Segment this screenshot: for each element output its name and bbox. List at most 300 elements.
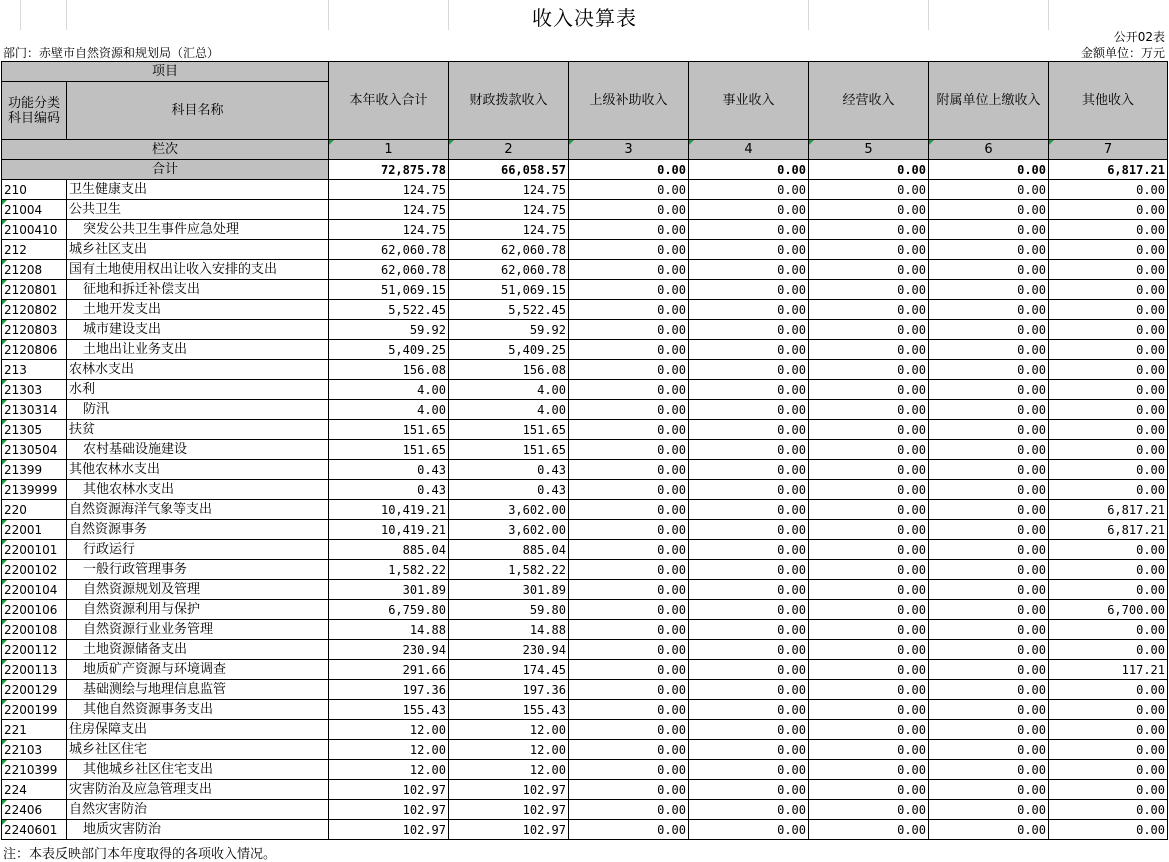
amount-cell[interactable]: 0.00 — [1049, 260, 1168, 280]
subject-code-cell[interactable]: 2130314 — [2, 400, 67, 420]
amount-cell[interactable]: 6,700.00 — [1049, 600, 1168, 620]
amount-cell[interactable]: 62,060.78 — [449, 260, 569, 280]
subject-code-cell[interactable]: 221 — [2, 720, 67, 740]
subject-code-cell[interactable]: 21399 — [2, 460, 67, 480]
column-number[interactable]: 7 — [1049, 140, 1168, 160]
amount-cell[interactable]: 0.00 — [1049, 440, 1168, 460]
amount-cell[interactable]: 0.00 — [689, 220, 809, 240]
amount-cell[interactable]: 0.00 — [569, 220, 689, 240]
subject-name-cell[interactable]: 国有土地使用权出让收入安排的支出 — [67, 260, 329, 280]
amount-cell[interactable]: 0.00 — [809, 540, 929, 560]
amount-cell[interactable]: 0.00 — [929, 460, 1049, 480]
amount-cell[interactable]: 0.00 — [689, 520, 809, 540]
amount-cell[interactable]: 0.00 — [1049, 200, 1168, 220]
amount-cell[interactable]: 0.00 — [569, 200, 689, 220]
amount-cell[interactable]: 0.00 — [569, 600, 689, 620]
header-col-3[interactable]: 上级补助收入 — [569, 62, 689, 140]
amount-cell[interactable]: 0.00 — [689, 200, 809, 220]
amount-cell[interactable]: 0.00 — [689, 540, 809, 560]
amount-cell[interactable]: 14.88 — [329, 620, 449, 640]
header-col-4[interactable]: 事业收入 — [689, 62, 809, 140]
amount-cell[interactable]: 0.00 — [809, 520, 929, 540]
subject-name-cell[interactable]: 一般行政管理事务 — [67, 560, 329, 580]
amount-cell[interactable]: 0.00 — [689, 260, 809, 280]
amount-cell[interactable]: 0.00 — [809, 360, 929, 380]
subject-code-cell[interactable]: 2200112 — [2, 640, 67, 660]
amount-cell[interactable]: 4.00 — [449, 400, 569, 420]
report-title[interactable]: 收入决算表 — [532, 6, 637, 30]
subject-name-cell[interactable]: 其他城乡社区住宅支出 — [67, 760, 329, 780]
amount-cell[interactable]: 0.00 — [929, 440, 1049, 460]
amount-cell[interactable]: 102.97 — [449, 820, 569, 840]
amount-cell[interactable]: 0.43 — [329, 460, 449, 480]
subject-name-cell[interactable]: 其他农林水支出 — [67, 460, 329, 480]
amount-cell[interactable]: 0.00 — [689, 700, 809, 720]
amount-cell[interactable]: 1,582.22 — [329, 560, 449, 580]
amount-cell[interactable]: 0.00 — [689, 420, 809, 440]
amount-cell[interactable]: 0.00 — [809, 200, 929, 220]
amount-cell[interactable]: 0.00 — [809, 620, 929, 640]
subject-name-cell[interactable]: 地质矿产资源与环境调查 — [67, 660, 329, 680]
subject-name-cell[interactable]: 土地开发支出 — [67, 300, 329, 320]
amount-cell[interactable]: 0.00 — [569, 320, 689, 340]
subject-code-cell[interactable]: 22103 — [2, 740, 67, 760]
amount-cell[interactable]: 0.00 — [809, 340, 929, 360]
amount-cell[interactable]: 0.00 — [569, 760, 689, 780]
amount-cell[interactable]: 151.65 — [449, 440, 569, 460]
amount-cell[interactable]: 5,409.25 — [329, 340, 449, 360]
amount-cell[interactable]: 0.00 — [569, 580, 689, 600]
amount-cell[interactable]: 10,419.21 — [329, 520, 449, 540]
subject-name-cell[interactable]: 行政运行 — [67, 540, 329, 560]
amount-cell[interactable]: 0.00 — [809, 440, 929, 460]
amount-cell[interactable]: 0.00 — [1049, 820, 1168, 840]
amount-cell[interactable]: 0.00 — [569, 620, 689, 640]
amount-cell[interactable]: 0.00 — [689, 680, 809, 700]
amount-cell[interactable]: 0.00 — [809, 320, 929, 340]
amount-cell[interactable]: 0.00 — [809, 420, 929, 440]
amount-cell[interactable]: 0.00 — [569, 560, 689, 580]
subject-code-cell[interactable]: 2200104 — [2, 580, 67, 600]
amount-cell[interactable]: 0.00 — [929, 820, 1049, 840]
amount-cell[interactable]: 0.00 — [809, 460, 929, 480]
subject-code-cell[interactable]: 210 — [2, 180, 67, 200]
amount-cell[interactable]: 6,759.80 — [329, 600, 449, 620]
amount-cell[interactable]: 1,582.22 — [449, 560, 569, 580]
amount-cell[interactable]: 0.00 — [929, 240, 1049, 260]
amount-cell[interactable]: 0.00 — [809, 300, 929, 320]
amount-cell[interactable]: 5,522.45 — [449, 300, 569, 320]
amount-cell[interactable]: 102.97 — [329, 780, 449, 800]
amount-cell[interactable]: 0.00 — [569, 420, 689, 440]
amount-cell[interactable]: 12.00 — [449, 760, 569, 780]
amount-cell[interactable]: 0.00 — [1049, 360, 1168, 380]
subject-code-cell[interactable]: 2200199 — [2, 700, 67, 720]
amount-cell[interactable]: 0.00 — [1049, 320, 1168, 340]
amount-cell[interactable]: 0.00 — [929, 540, 1049, 560]
subject-code-cell[interactable]: 2210399 — [2, 760, 67, 780]
amount-cell[interactable]: 0.00 — [689, 580, 809, 600]
amount-cell[interactable]: 0.00 — [1049, 680, 1168, 700]
amount-cell[interactable]: 102.97 — [329, 800, 449, 820]
amount-cell[interactable]: 0.00 — [929, 180, 1049, 200]
amount-cell[interactable]: 0.00 — [569, 720, 689, 740]
amount-cell[interactable]: 0.00 — [809, 680, 929, 700]
amount-cell[interactable]: 0.00 — [569, 800, 689, 820]
amount-cell[interactable]: 0.00 — [809, 280, 929, 300]
amount-cell[interactable]: 155.43 — [449, 700, 569, 720]
amount-cell[interactable]: 0.00 — [569, 300, 689, 320]
amount-cell[interactable]: 197.36 — [449, 680, 569, 700]
subject-code-cell[interactable]: 21305 — [2, 420, 67, 440]
subject-name-cell[interactable]: 自然灾害防治 — [67, 800, 329, 820]
amount-cell[interactable]: 0.00 — [1049, 780, 1168, 800]
amount-cell[interactable]: 0.00 — [689, 620, 809, 640]
subject-code-cell[interactable]: 212 — [2, 240, 67, 260]
subject-code-cell[interactable]: 2120803 — [2, 320, 67, 340]
total-value[interactable]: 6,817.21 — [1049, 160, 1168, 180]
subject-name-cell[interactable]: 地质灾害防治 — [67, 820, 329, 840]
amount-cell[interactable]: 3,602.00 — [449, 520, 569, 540]
amount-cell[interactable]: 0.00 — [1049, 280, 1168, 300]
amount-cell[interactable]: 0.00 — [569, 640, 689, 660]
header-col-2[interactable]: 财政拨款收入 — [449, 62, 569, 140]
amount-cell[interactable]: 156.08 — [329, 360, 449, 380]
amount-cell[interactable]: 12.00 — [329, 760, 449, 780]
amount-cell[interactable]: 0.00 — [929, 280, 1049, 300]
amount-cell[interactable]: 0.00 — [809, 640, 929, 660]
subject-name-cell[interactable]: 自然资源规划及管理 — [67, 580, 329, 600]
amount-cell[interactable]: 0.00 — [809, 800, 929, 820]
amount-cell[interactable]: 0.00 — [1049, 740, 1168, 760]
amount-cell[interactable]: 0.00 — [809, 380, 929, 400]
subject-name-cell[interactable]: 征地和拆迁补偿支出 — [67, 280, 329, 300]
subject-code-cell[interactable]: 21208 — [2, 260, 67, 280]
amount-cell[interactable]: 0.00 — [1049, 460, 1168, 480]
subject-name-cell[interactable]: 其他农林水支出 — [67, 480, 329, 500]
amount-cell[interactable]: 156.08 — [449, 360, 569, 380]
amount-cell[interactable]: 151.65 — [449, 420, 569, 440]
subject-code-cell[interactable]: 224 — [2, 780, 67, 800]
total-value[interactable]: 0.00 — [809, 160, 929, 180]
amount-cell[interactable]: 0.00 — [569, 400, 689, 420]
header-col-5[interactable]: 经营收入 — [809, 62, 929, 140]
header-col-6[interactable]: 附属单位上缴收入 — [929, 62, 1049, 140]
total-value[interactable]: 66,058.57 — [449, 160, 569, 180]
amount-cell[interactable]: 0.00 — [569, 500, 689, 520]
amount-cell[interactable]: 151.65 — [329, 440, 449, 460]
amount-cell[interactable]: 0.00 — [689, 280, 809, 300]
amount-cell[interactable]: 0.00 — [929, 320, 1049, 340]
amount-cell[interactable]: 0.00 — [809, 240, 929, 260]
amount-cell[interactable]: 0.00 — [809, 760, 929, 780]
amount-cell[interactable]: 51,069.15 — [329, 280, 449, 300]
amount-cell[interactable]: 0.00 — [569, 540, 689, 560]
amount-cell[interactable]: 6,817.21 — [1049, 500, 1168, 520]
amount-cell[interactable]: 0.00 — [1049, 420, 1168, 440]
amount-cell[interactable]: 0.00 — [1049, 340, 1168, 360]
amount-cell[interactable]: 0.00 — [1049, 640, 1168, 660]
amount-cell[interactable]: 0.00 — [569, 380, 689, 400]
subject-code-cell[interactable]: 2139999 — [2, 480, 67, 500]
column-number[interactable]: 2 — [449, 140, 569, 160]
amount-cell[interactable]: 6,817.21 — [1049, 520, 1168, 540]
subject-code-cell[interactable]: 2120806 — [2, 340, 67, 360]
amount-cell[interactable]: 0.00 — [569, 460, 689, 480]
amount-cell[interactable]: 0.00 — [689, 600, 809, 620]
subject-code-cell[interactable]: 2120801 — [2, 280, 67, 300]
amount-cell[interactable]: 0.00 — [809, 500, 929, 520]
amount-cell[interactable]: 117.21 — [1049, 660, 1168, 680]
amount-cell[interactable]: 0.00 — [929, 380, 1049, 400]
total-label[interactable]: 合计 — [2, 160, 329, 180]
amount-cell[interactable]: 59.92 — [329, 320, 449, 340]
amount-cell[interactable]: 0.00 — [929, 760, 1049, 780]
amount-cell[interactable]: 59.92 — [449, 320, 569, 340]
amount-cell[interactable]: 0.00 — [689, 820, 809, 840]
amount-cell[interactable]: 230.94 — [329, 640, 449, 660]
amount-cell[interactable]: 0.00 — [569, 360, 689, 380]
subject-code-cell[interactable]: 2130504 — [2, 440, 67, 460]
amount-cell[interactable]: 0.00 — [569, 280, 689, 300]
amount-cell[interactable]: 0.00 — [929, 220, 1049, 240]
unit-label[interactable]: 金额单位：万元 — [1080, 46, 1165, 60]
amount-cell[interactable]: 12.00 — [449, 720, 569, 740]
amount-cell[interactable]: 0.00 — [809, 820, 929, 840]
amount-cell[interactable]: 0.00 — [809, 660, 929, 680]
amount-cell[interactable]: 0.00 — [929, 340, 1049, 360]
amount-cell[interactable]: 155.43 — [329, 700, 449, 720]
amount-cell[interactable]: 0.00 — [689, 240, 809, 260]
subject-code-cell[interactable]: 2200101 — [2, 540, 67, 560]
header-code[interactable]: 功能分类科目编码 — [2, 82, 67, 140]
subject-code-cell[interactable]: 2200106 — [2, 600, 67, 620]
amount-cell[interactable]: 14.88 — [449, 620, 569, 640]
amount-cell[interactable]: 12.00 — [329, 740, 449, 760]
amount-cell[interactable]: 0.00 — [929, 780, 1049, 800]
amount-cell[interactable]: 0.00 — [809, 700, 929, 720]
amount-cell[interactable]: 0.00 — [569, 340, 689, 360]
subject-name-cell[interactable]: 土地出让业务支出 — [67, 340, 329, 360]
amount-cell[interactable]: 0.00 — [689, 300, 809, 320]
total-value[interactable]: 0.00 — [569, 160, 689, 180]
header-name[interactable]: 科目名称 — [67, 82, 329, 140]
subject-code-cell[interactable]: 2200129 — [2, 680, 67, 700]
subject-name-cell[interactable]: 突发公共卫生事件应急处理 — [67, 220, 329, 240]
amount-cell[interactable]: 0.00 — [929, 720, 1049, 740]
subject-name-cell[interactable]: 扶贫 — [67, 420, 329, 440]
amount-cell[interactable]: 0.00 — [569, 520, 689, 540]
amount-cell[interactable]: 0.00 — [569, 740, 689, 760]
amount-cell[interactable]: 0.00 — [689, 720, 809, 740]
amount-cell[interactable]: 0.00 — [1049, 620, 1168, 640]
amount-cell[interactable]: 0.00 — [1049, 540, 1168, 560]
amount-cell[interactable]: 0.00 — [929, 640, 1049, 660]
amount-cell[interactable]: 0.00 — [809, 260, 929, 280]
amount-cell[interactable]: 0.00 — [809, 780, 929, 800]
amount-cell[interactable]: 0.00 — [929, 420, 1049, 440]
amount-cell[interactable]: 0.00 — [689, 180, 809, 200]
amount-cell[interactable]: 124.75 — [329, 200, 449, 220]
amount-cell[interactable]: 3,602.00 — [449, 500, 569, 520]
amount-cell[interactable]: 124.75 — [449, 200, 569, 220]
amount-cell[interactable]: 0.00 — [569, 480, 689, 500]
amount-cell[interactable]: 0.00 — [689, 760, 809, 780]
amount-cell[interactable]: 0.00 — [689, 440, 809, 460]
amount-cell[interactable]: 230.94 — [449, 640, 569, 660]
header-col-7[interactable]: 其他收入 — [1049, 62, 1168, 140]
amount-cell[interactable]: 151.65 — [329, 420, 449, 440]
amount-cell[interactable]: 0.00 — [689, 500, 809, 520]
amount-cell[interactable]: 0.00 — [809, 480, 929, 500]
subject-code-cell[interactable]: 2200102 — [2, 560, 67, 580]
amount-cell[interactable]: 124.75 — [329, 220, 449, 240]
amount-cell[interactable]: 0.00 — [569, 240, 689, 260]
amount-cell[interactable]: 0.00 — [929, 480, 1049, 500]
amount-cell[interactable]: 0.00 — [929, 620, 1049, 640]
amount-cell[interactable]: 0.00 — [929, 360, 1049, 380]
subject-name-cell[interactable]: 农林水支出 — [67, 360, 329, 380]
amount-cell[interactable]: 0.00 — [929, 680, 1049, 700]
amount-cell[interactable]: 0.00 — [689, 400, 809, 420]
amount-cell[interactable]: 0.00 — [929, 740, 1049, 760]
subject-name-cell[interactable]: 防汛 — [67, 400, 329, 420]
amount-cell[interactable]: 0.43 — [329, 480, 449, 500]
subject-code-cell[interactable]: 2100410 — [2, 220, 67, 240]
amount-cell[interactable]: 0.00 — [689, 800, 809, 820]
amount-cell[interactable]: 0.00 — [569, 780, 689, 800]
amount-cell[interactable]: 0.00 — [809, 580, 929, 600]
department-label[interactable]: 部门：赤壁市自然资源和规划局（汇总） — [3, 46, 220, 60]
amount-cell[interactable]: 0.00 — [569, 700, 689, 720]
amount-cell[interactable]: 124.75 — [449, 180, 569, 200]
amount-cell[interactable]: 102.97 — [449, 800, 569, 820]
amount-cell[interactable]: 0.00 — [809, 600, 929, 620]
amount-cell[interactable]: 0.00 — [689, 660, 809, 680]
amount-cell[interactable]: 124.75 — [329, 180, 449, 200]
column-number[interactable]: 5 — [809, 140, 929, 160]
amount-cell[interactable]: 4.00 — [329, 380, 449, 400]
amount-cell[interactable]: 0.00 — [929, 660, 1049, 680]
amount-cell[interactable]: 62,060.78 — [329, 260, 449, 280]
amount-cell[interactable]: 885.04 — [329, 540, 449, 560]
amount-cell[interactable]: 0.00 — [569, 260, 689, 280]
amount-cell[interactable]: 0.00 — [1049, 180, 1168, 200]
subject-code-cell[interactable]: 22406 — [2, 800, 67, 820]
amount-cell[interactable]: 0.00 — [929, 560, 1049, 580]
amount-cell[interactable]: 10,419.21 — [329, 500, 449, 520]
amount-cell[interactable]: 0.00 — [929, 400, 1049, 420]
subject-name-cell[interactable]: 水利 — [67, 380, 329, 400]
amount-cell[interactable]: 0.00 — [1049, 700, 1168, 720]
amount-cell[interactable]: 124.75 — [449, 220, 569, 240]
amount-cell[interactable]: 4.00 — [329, 400, 449, 420]
amount-cell[interactable]: 174.45 — [449, 660, 569, 680]
amount-cell[interactable]: 0.00 — [929, 700, 1049, 720]
header-item[interactable]: 项目 — [2, 62, 329, 82]
amount-cell[interactable]: 0.00 — [1049, 720, 1168, 740]
amount-cell[interactable]: 0.00 — [1049, 300, 1168, 320]
subject-code-cell[interactable]: 21303 — [2, 380, 67, 400]
column-number[interactable]: 6 — [929, 140, 1049, 160]
amount-cell[interactable]: 0.00 — [689, 480, 809, 500]
amount-cell[interactable]: 0.00 — [1049, 480, 1168, 500]
subject-code-cell[interactable]: 220 — [2, 500, 67, 520]
amount-cell[interactable]: 0.00 — [569, 180, 689, 200]
amount-cell[interactable]: 0.00 — [929, 260, 1049, 280]
amount-cell[interactable]: 0.00 — [1049, 560, 1168, 580]
amount-cell[interactable]: 0.00 — [929, 580, 1049, 600]
amount-cell[interactable]: 0.00 — [1049, 580, 1168, 600]
amount-cell[interactable]: 0.00 — [689, 320, 809, 340]
amount-cell[interactable]: 51,069.15 — [449, 280, 569, 300]
amount-cell[interactable]: 4.00 — [449, 380, 569, 400]
header-row-label[interactable]: 栏次 — [2, 140, 329, 160]
amount-cell[interactable]: 0.00 — [569, 440, 689, 460]
amount-cell[interactable]: 0.00 — [809, 180, 929, 200]
amount-cell[interactable]: 0.00 — [569, 820, 689, 840]
subject-name-cell[interactable]: 卫生健康支出 — [67, 180, 329, 200]
amount-cell[interactable]: 0.00 — [689, 380, 809, 400]
amount-cell[interactable]: 0.00 — [1049, 240, 1168, 260]
amount-cell[interactable]: 0.00 — [929, 520, 1049, 540]
column-number[interactable]: 4 — [689, 140, 809, 160]
amount-cell[interactable]: 0.00 — [809, 220, 929, 240]
subject-name-cell[interactable]: 基础测绘与地理信息监管 — [67, 680, 329, 700]
amount-cell[interactable]: 885.04 — [449, 540, 569, 560]
column-number[interactable]: 3 — [569, 140, 689, 160]
subject-name-cell[interactable]: 住房保障支出 — [67, 720, 329, 740]
subject-code-cell[interactable]: 21004 — [2, 200, 67, 220]
amount-cell[interactable]: 197.36 — [329, 680, 449, 700]
subject-name-cell[interactable]: 公共卫生 — [67, 200, 329, 220]
header-col-1[interactable]: 本年收入合计 — [329, 62, 449, 140]
amount-cell[interactable]: 0.00 — [569, 660, 689, 680]
column-number[interactable]: 1 — [329, 140, 449, 160]
amount-cell[interactable]: 301.89 — [449, 580, 569, 600]
total-value[interactable]: 0.00 — [929, 160, 1049, 180]
subject-name-cell[interactable]: 城乡社区住宅 — [67, 740, 329, 760]
amount-cell[interactable]: 0.43 — [449, 460, 569, 480]
amount-cell[interactable]: 62,060.78 — [329, 240, 449, 260]
amount-cell[interactable]: 291.66 — [329, 660, 449, 680]
amount-cell[interactable]: 0.00 — [689, 560, 809, 580]
subject-name-cell[interactable]: 其他自然资源事务支出 — [67, 700, 329, 720]
subject-code-cell[interactable]: 213 — [2, 360, 67, 380]
amount-cell[interactable]: 0.00 — [929, 600, 1049, 620]
amount-cell[interactable]: 62,060.78 — [449, 240, 569, 260]
amount-cell[interactable]: 12.00 — [329, 720, 449, 740]
amount-cell[interactable]: 0.43 — [449, 480, 569, 500]
amount-cell[interactable]: 0.00 — [929, 300, 1049, 320]
subject-name-cell[interactable]: 自然资源行业业务管理 — [67, 620, 329, 640]
amount-cell[interactable]: 0.00 — [1049, 380, 1168, 400]
amount-cell[interactable]: 0.00 — [689, 640, 809, 660]
amount-cell[interactable]: 0.00 — [929, 800, 1049, 820]
amount-cell[interactable]: 0.00 — [809, 720, 929, 740]
amount-cell[interactable]: 5,409.25 — [449, 340, 569, 360]
subject-name-cell[interactable]: 自然资源海洋气象等支出 — [67, 500, 329, 520]
amount-cell[interactable]: 0.00 — [689, 740, 809, 760]
subject-name-cell[interactable]: 城乡社区支出 — [67, 240, 329, 260]
total-value[interactable]: 0.00 — [689, 160, 809, 180]
amount-cell[interactable]: 0.00 — [689, 340, 809, 360]
amount-cell[interactable]: 0.00 — [929, 500, 1049, 520]
amount-cell[interactable]: 0.00 — [809, 560, 929, 580]
amount-cell[interactable]: 0.00 — [689, 780, 809, 800]
subject-name-cell[interactable]: 自然资源利用与保护 — [67, 600, 329, 620]
amount-cell[interactable]: 0.00 — [809, 400, 929, 420]
